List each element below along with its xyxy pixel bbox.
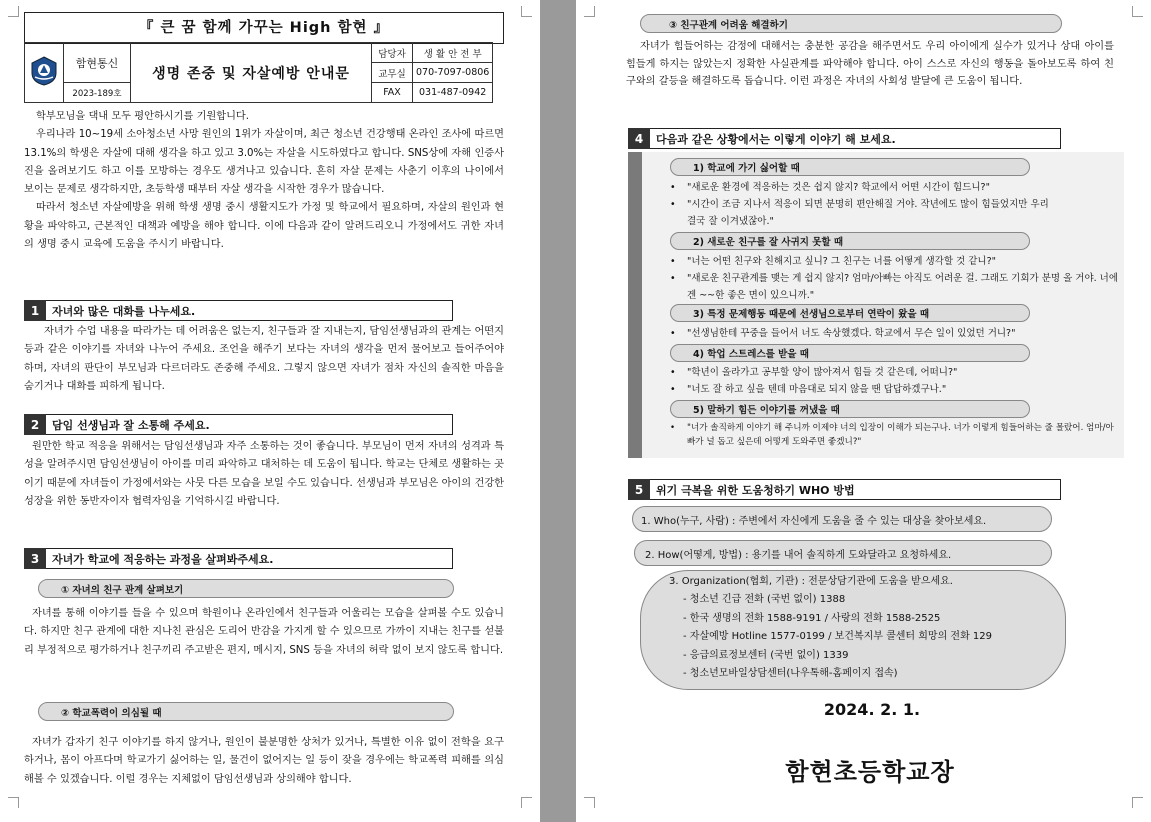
- section-header: [628, 128, 1061, 149]
- dialogue-example: [670, 421, 1122, 449]
- section-paragraph: 자녀가 힘들어하는 감정에 대해서는 충분한 공감을 해주면서도 우리 아이에게 실수가 있거나 상대 아이를 힘들게 하지는 않았는지 정확한 사실관계를 파악해야 합니다. 아이 스스로 자신의 행동을 돌아보도록 하여 친구와의 갈등을 해결하도록 돕습니다. 이런 과정은 자녀의 사회성 발달에 큰 도움이 됩니다.: [626, 41, 1114, 87]
- organization-title: 3. Organization(협회, 기관) : 전문상담기관에 도움을 받으세요.: [669, 576, 953, 587]
- intro-block: [24, 108, 504, 254]
- situation-title-pill: 5) 말하기 힘든 이야기를 꺼냈을 때: [670, 400, 1030, 418]
- crop-mark: [584, 797, 595, 808]
- dialogue-example: [670, 325, 1122, 342]
- section-header: [24, 300, 453, 321]
- dialogue-example: [670, 270, 1122, 304]
- issue-date: 2024. 2. 1.: [823, 700, 921, 719]
- newsletter-header-table: [24, 42, 493, 103]
- bullet-icon: •: [670, 328, 676, 339]
- section-title: 다음과 같은 상황에서는 이렇게 이야기 해 보세요.: [650, 128, 1061, 149]
- dialogue-example: [670, 196, 1060, 230]
- intro-paragraph: 우리나라 10~19세 소아청소년 사망 원인의 1위가 자살이며, 최근 청소년 건강행태 온라인 조사에 따르면 13.1%의 학생은 자살에 대해 생각을 하고 있고 3.0%는 자살을 시도하였다고 합니다. SNS상에 자해 인증사진을 올려보기도 하고 이를 모방하는 경우도 생겨나고 있습니다. 흔히 자살 문제는 사춘기 이후의 나이에서 보이는 문제로 생각하지만, 초등학생 때부터 자살 생각을 시작한 경우가 많습니다.: [24, 129, 504, 196]
- dialogue-text: "새로운 환경에 적응하는 것은 쉽지 않지? 학교에서 어떤 시간이 힘드니?": [687, 182, 990, 193]
- document-title: 생명 존중 및 자살예방 안내문: [131, 43, 372, 103]
- crop-mark: [8, 6, 19, 17]
- situation-title-pill: 4) 학업 스트레스를 받을 때: [670, 344, 1030, 362]
- dialogue-text: "학년이 올라가고 공부할 양이 많아져서 힘들 것 같은데, 어떠니?": [687, 367, 958, 378]
- bullet-icon: •: [670, 199, 676, 210]
- subsection-body: [24, 605, 504, 660]
- section-title: 담임 선생님과 잘 소통해 주세요.: [46, 414, 453, 435]
- help-step-who: 1. Who(누구, 사람) : 주변에서 자신에게 도움을 줄 수 있는 대상을 찾아보세요.: [632, 506, 1052, 532]
- section-number: 5: [628, 479, 650, 500]
- intro-paragraph: 따라서 청소년 자살예방을 위해 학생 생명 중시 생활지도가 가정 및 학교에서 필요하며, 자살의 원인과 현황을 파악하고, 근본적인 대책과 예방을 해야 합니다. 이에 다음과 같이 알려드리오니 가정에서도 귀한 자녀의 생명 중시 교육에 도움을 주시기 바랍니다.: [24, 202, 504, 251]
- bullet-icon: •: [670, 273, 676, 284]
- crop-mark: [1132, 797, 1143, 808]
- principal-signature: 함현초등학교장: [785, 758, 955, 786]
- document-page-left: [0, 0, 540, 822]
- bullet-icon: •: [670, 423, 676, 433]
- section-title: 자녀가 학교에 적응하는 과정을 살펴봐주세요.: [46, 548, 453, 569]
- bullet-icon: •: [670, 367, 676, 378]
- issue-number: 2023-189호: [64, 83, 131, 103]
- dialogue-example: [670, 364, 1122, 381]
- hotline-item: - 청소년모바일상담센터(나우톡해-홈페이지 접속): [683, 668, 898, 679]
- section-paragraph: 원만한 학교 적응을 위해서는 담임선생님과 자주 소통하는 것이 좋습니다. 부모님이 먼저 자녀의 성격과 특성을 알려주시면 담임선생님이 아이를 미리 파악하고 대처하는 데 도움이 됩니다. 학교는 단체로 생활하는 곳이기 때문에 자녀들이 가정에서와는 사뭇 다른 모습을 보일 수도 있습니다. 선생님과 부모님은 아이의 건강한 성장을 위한 동반자이자 협력자임을 기억하시길 바랍니다.: [24, 441, 504, 507]
- subsection-body: [24, 734, 504, 789]
- section-number: 3: [24, 548, 46, 569]
- section-body: [24, 438, 504, 511]
- help-step-how: 2. How(어떻게, 방법) : 용기를 내어 솔직하게 도와달라고 요청하세요.: [634, 540, 1052, 566]
- contact-label: 교무실: [372, 63, 413, 83]
- contact-label: 담당자: [372, 43, 413, 63]
- section-title: 위기 극복을 위한 도움청하기 WHO 방법: [650, 479, 1061, 500]
- crop-mark: [521, 797, 532, 808]
- section-paragraph: 자녀가 수업 내용을 따라가는 데 어려움은 없는지, 친구들과 잘 지내는지, 담임선생님과의 관계는 어떤지 등과 같은 이야기를 자녀와 나누어 주세요. 조언을 해주기 보다는 자녀의 생각을 먼저 물어보고 들어주어야 하며, 자녀의 판단이 부모님과 다르더라도 존중해 주세요. 그렇지 않으면 자녀가 점차 자신의 솔직한 마음을 숨기거나 대화를 피하게 됩니다.: [24, 326, 504, 392]
- section-paragraph: 자녀를 통해 이야기를 들을 수 있으며 학원이나 온라인에서 친구들과 어울리는 모습을 살펴볼 수도 있습니다. 하지만 친구 관계에 대한 지나친 관심은 도리어 반감을 가지게 할 수 있으므로 가까이 지내는 친구를 섣불리 부정적으로 평가하거나 친구끼리 주고받은 편지, 메시지, SNS 등을 자녀의 허락 없이 보지 않도록 합니다.: [24, 608, 504, 656]
- dialogue-text: "시간이 조금 지나서 적응이 되면 분명히 편안해질 거야. 작년에도 많이 힘들었지만 우리 결국 잘 이겨냈잖아.": [687, 199, 1049, 227]
- newsletter-banner-title: 『 큰 꿈 함께 가꾸는 High 함현 』: [24, 12, 504, 44]
- school-emblem-icon: [31, 56, 57, 86]
- organization-list: [683, 591, 992, 684]
- situations-panel-bar: [628, 152, 642, 458]
- dialogue-text: "선생님한테 꾸중을 들어서 너도 속상했겠다. 학교에서 무슨 일이 있었던 거니?": [687, 328, 1016, 339]
- situation-title-pill: 2) 새로운 친구를 잘 사귀지 못할 때: [670, 232, 1030, 250]
- dialogue-text: "너가 솔직하게 이야기 해 주니까 이제야 너의 입장이 이해가 되는구나. 너가 이렇게 힘들어하는 줄 몰랐어. 엄마/아빠가 널 돕고 싶은데 어떻게 도와주면 좋겠니?": [687, 423, 1114, 447]
- section-header: [24, 548, 453, 569]
- subsection-title-pill: ② 학교폭력이 의심될 때: [38, 702, 454, 721]
- hotline-item: - 응급의료정보센터 (국번 없이) 1339: [683, 649, 849, 661]
- section-number: 1: [24, 300, 46, 321]
- subsection-title-pill: ③ 친구관계 어려움 해결하기: [640, 14, 1062, 33]
- school-logo-cell: [25, 43, 64, 103]
- contact-value: 070-7097-0806: [413, 63, 493, 83]
- dialogue-text: "너도 잘 하고 싶을 텐데 마음대로 되지 않을 땐 답답하겠구나.": [687, 384, 947, 395]
- section-number: 4: [628, 128, 650, 149]
- contact-label: FAX: [372, 83, 413, 103]
- hotline-item: - 한국 생명의 전화 1588-9191 / 사랑의 전화 1588-2525: [683, 612, 941, 624]
- bullet-icon: •: [670, 256, 676, 267]
- situation-title-pill: 1) 학교에 가기 싫어할 때: [670, 158, 1030, 176]
- newsletter-label: 함현통신: [64, 43, 131, 83]
- contact-value: 생 활 안 전 부: [413, 43, 493, 63]
- dialogue-example: [670, 179, 1122, 196]
- crop-mark: [1132, 6, 1143, 17]
- section-header: [628, 479, 1061, 500]
- section-number: 2: [24, 414, 46, 435]
- dialogue-example: [670, 381, 1122, 398]
- subsection-title-pill: ① 자녀의 친구 관계 살펴보기: [38, 579, 454, 598]
- section-title: 자녀와 많은 대화를 나누세요.: [46, 300, 453, 321]
- section-header: [24, 414, 453, 435]
- hotline-item: - 청소년 긴급 전화 (국번 없이) 1388: [683, 594, 846, 605]
- help-step-organization: [640, 570, 1066, 690]
- dialogue-text: "새로운 친구관계를 맺는 게 쉽지 않지? 엄마/아빠는 아직도 어려운 걸. 그래도 기회가 분명 올 거야. 너에겐 ~~한 좋은 면이 있으니까.": [687, 273, 1119, 301]
- intro-greeting: 학부모님을 댁내 모두 평안하시기를 기원합니다.: [36, 111, 250, 122]
- crop-mark: [521, 6, 532, 17]
- dialogue-example: [670, 253, 1122, 270]
- bullet-icon: •: [670, 384, 676, 395]
- dialogue-text: "너는 어떤 친구와 친해지고 싶니? 그 친구는 너를 어떻게 생각할 것 같니?": [687, 256, 996, 267]
- crop-mark: [584, 6, 595, 17]
- subsection-body: [626, 38, 1114, 91]
- situation-title-pill: 3) 특정 문제행동 때문에 선생님으로부터 연락이 왔을 때: [670, 304, 1030, 322]
- contact-value: 031-487-0942: [413, 83, 493, 103]
- section-body: [24, 323, 504, 396]
- bullet-icon: •: [670, 182, 676, 193]
- section-paragraph: 자녀가 갑자기 친구 이야기를 하지 않거나, 원인이 불분명한 상처가 있거나, 특별한 이유 없이 전학을 요구하거나, 몸이 아프다며 학교가기 싫어하는 일, 물건이 없어지는 일 등이 잦을 경우에는 학교폭력 피해를 의심해볼 수 있겠습니다. 이럴 경우는 지체없이 담임선생님과 상의해야 합니다.: [24, 737, 504, 785]
- hotline-item: - 자살예방 Hotline 1577-0199 / 보건복지부 콜센터 희망의 전화 129: [683, 631, 993, 642]
- crop-mark: [8, 797, 19, 808]
